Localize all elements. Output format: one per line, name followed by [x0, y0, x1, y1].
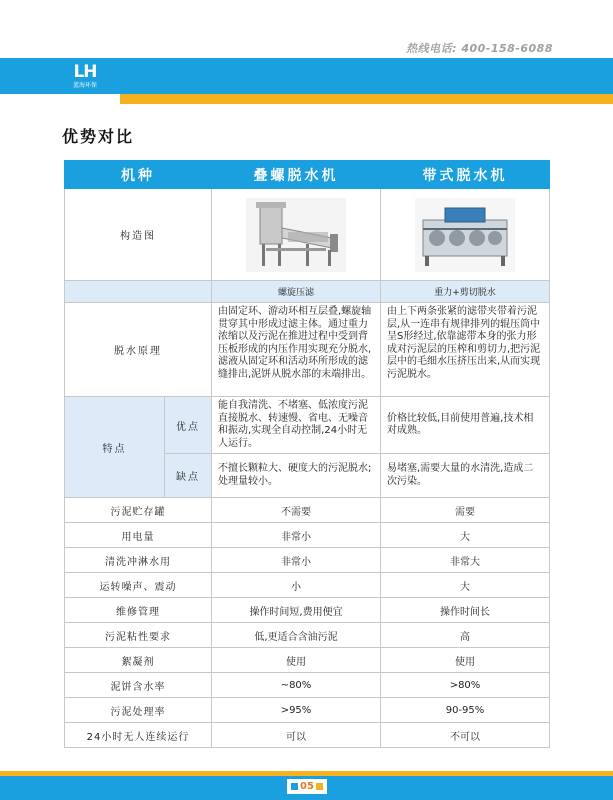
row-screw-value: 非常小	[212, 548, 381, 573]
row-label: 泥饼含水率	[65, 673, 212, 698]
row-belt-value: 90-95%	[381, 698, 550, 723]
principle-belt: 由上下两条张紧的滤带夹带着污泥层,从一连串有规律排列的辊压筒中呈S形经过,依靠滤带本身的张力形成对污泥层的压榨和剪切力,把污泥层中的毛细水压挤压出来,从而实现污泥脱水。	[381, 303, 550, 397]
row-belt-value: 非常大	[381, 548, 550, 573]
screw-press-image-cell	[212, 189, 381, 281]
row-belt-value: 需要	[381, 498, 550, 523]
table-row	[65, 498, 550, 523]
row-label: 用电量	[65, 523, 212, 548]
belt-press-image-cell	[381, 189, 550, 281]
cons-belt: 易堵塞,需要大量的水清洗,造成二次污染。	[381, 454, 550, 498]
row-belt-value: >80%	[381, 673, 550, 698]
row-belt-value: 高	[381, 623, 550, 648]
page-number-text: 05	[300, 781, 314, 792]
section-title: 优势对比	[62, 127, 135, 146]
row-belt-value: 不可以	[381, 723, 550, 748]
row-belt-value: 大	[381, 573, 550, 598]
comparison-table	[64, 160, 550, 748]
row-label: 污泥处理率	[65, 698, 212, 723]
table-row	[65, 698, 550, 723]
table-row	[65, 673, 550, 698]
header-screw-press: 叠螺脱水机	[212, 161, 381, 189]
row-screw-value: ~80%	[212, 673, 381, 698]
row-belt-value: 大	[381, 523, 550, 548]
row-belt-value: 使用	[381, 648, 550, 673]
row-screw-value: 小	[212, 573, 381, 598]
structure-row	[65, 189, 550, 281]
row-label: 维修管理	[65, 598, 212, 623]
row-label: 运转噪声、震动	[65, 573, 212, 598]
principle-row	[65, 303, 550, 397]
company-logo	[66, 62, 104, 92]
header-belt-press: 带式脱水机	[381, 161, 550, 189]
screw-press-machine-image	[246, 198, 346, 272]
row-belt-value: 操作时间长	[381, 598, 550, 623]
row-label: 污泥贮存罐	[65, 498, 212, 523]
row-screw-value: 可以	[212, 723, 381, 748]
cons-screw: 不擅长颗粒大、硬度大的污泥脱水;处理量较小。	[212, 454, 381, 498]
table-row	[65, 598, 550, 623]
method-screw: 螺旋压滤	[212, 281, 381, 303]
row-screw-value: 操作时间短,费用便宜	[212, 598, 381, 623]
principle-screw: 由固定环、游动环相互层叠,螺旋轴贯穿其中形成过滤主体。通过重力浓缩以及污泥在推进过程中受到背压板形成的内压作用实现充分脱水,滤液从固定环和活动环所形成的滤缝排出,泥饼从脱水部的末端排出。	[212, 303, 381, 397]
row-label: 絮凝剂	[65, 648, 212, 673]
feature-label: 特点	[65, 397, 165, 498]
method-row	[65, 281, 550, 303]
header-accent-gap	[0, 94, 120, 104]
pros-row	[65, 397, 550, 454]
table-row	[65, 523, 550, 548]
row-label: 清洗冲淋水用	[65, 548, 212, 573]
page-square-icon-left	[291, 783, 298, 790]
page-number	[287, 779, 327, 794]
table-row	[65, 723, 550, 748]
cons-label: 缺点	[165, 454, 212, 498]
table-header-row	[65, 161, 550, 189]
pros-label: 优点	[165, 397, 212, 454]
table-row	[65, 573, 550, 598]
structure-label: 构造图	[65, 189, 212, 281]
method-belt: 重力+剪切脱水	[381, 281, 550, 303]
row-label: 污泥粘性要求	[65, 623, 212, 648]
table-row	[65, 648, 550, 673]
principle-label: 脱水原理	[65, 303, 212, 397]
method-label-empty	[65, 281, 212, 303]
row-screw-value: >95%	[212, 698, 381, 723]
row-screw-value: 使用	[212, 648, 381, 673]
table-row	[65, 548, 550, 573]
row-screw-value: 低,更适合含油污泥	[212, 623, 381, 648]
hotline-text: 热线电话: 400-158-6088	[406, 42, 553, 55]
logo-subtitle: 蓝海环保	[72, 82, 97, 89]
logo-mark: LH	[73, 62, 97, 82]
pros-belt: 价格比较低,目前使用普遍,技术相对成熟。	[381, 397, 550, 454]
row-screw-value: 非常小	[212, 523, 381, 548]
row-label: 24小时无人连续运行	[65, 723, 212, 748]
page-square-icon-right	[316, 783, 323, 790]
row-screw-value: 不需要	[212, 498, 381, 523]
belt-press-machine-image	[415, 198, 515, 272]
pros-screw: 能自我清洗、不堵塞、低浓度污泥直接脱水、转速慢、省电、无噪音和振动,实现全自动控制,24小时无人运行。	[212, 397, 381, 454]
table-row	[65, 623, 550, 648]
header-type: 机种	[65, 161, 212, 189]
